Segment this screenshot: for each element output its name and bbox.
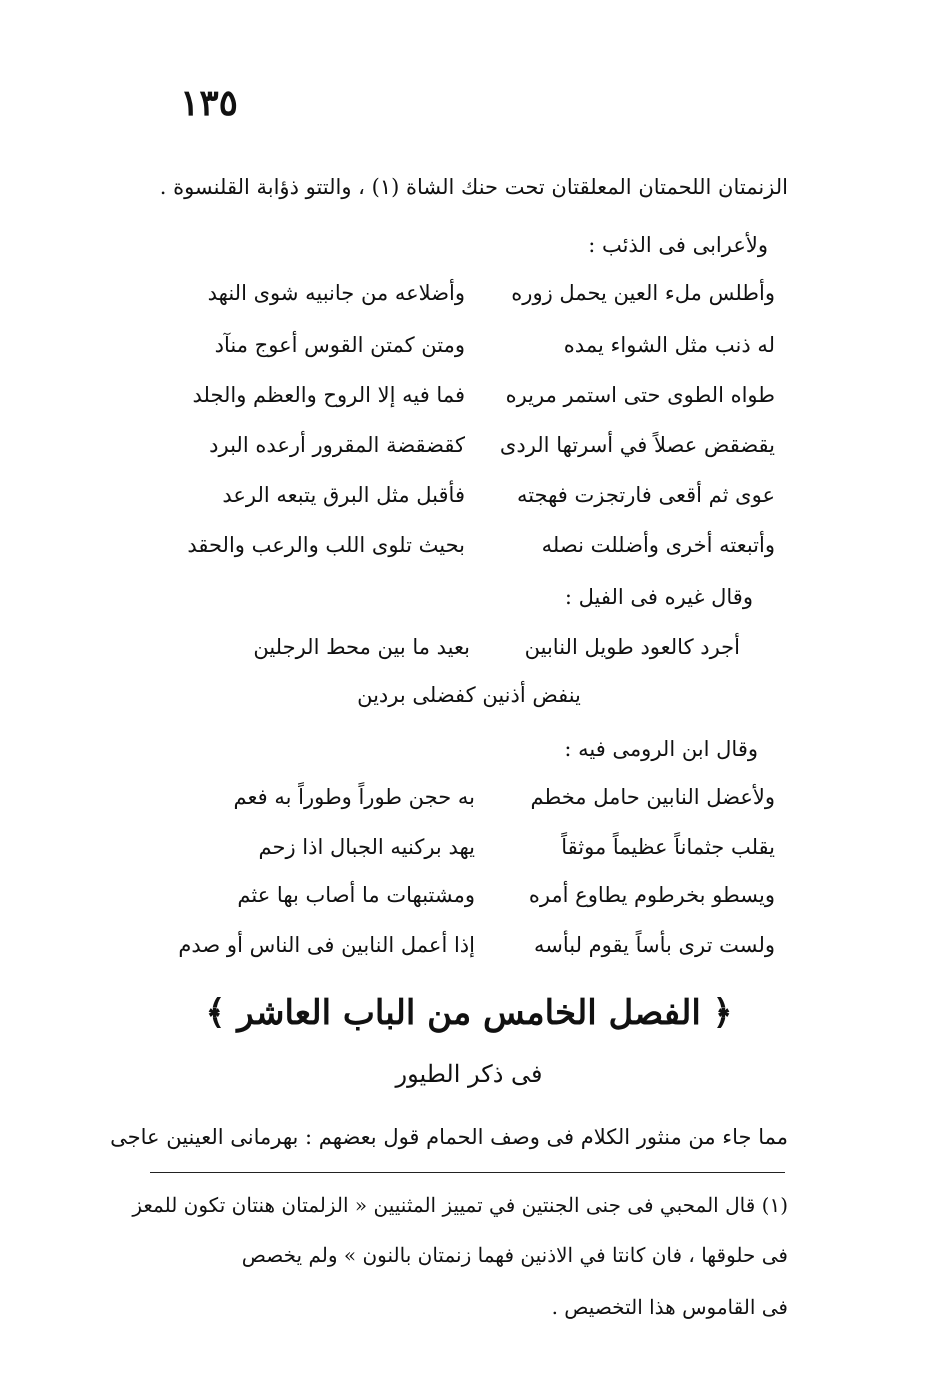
verse-first-hemistich: وأطلس ملء العين يحمل زوره — [511, 281, 775, 305]
poem3-verse — [195, 780, 775, 816]
poem1-verse — [175, 428, 775, 464]
verse-first-hemistich: عوى ثم أقعى فارتجزت فهجته — [516, 483, 775, 507]
section-subheading: فى ذكر الطيور — [395, 1060, 543, 1088]
verse-first-hemistich: يقضقض عصلاً في أسرتها الردى — [499, 433, 775, 457]
poem3-verse — [178, 928, 775, 964]
poem1-verse — [175, 478, 775, 514]
poem1-heading: ولأعرابى فى الذئب : — [588, 233, 768, 257]
verse-second-hemistich: إذا أعمل النابين فى الناس أو صدم — [178, 933, 475, 957]
verse-second-hemistich: وأضلاعه من جانبيه شوى النهد — [207, 281, 465, 305]
verse-first-hemistich: طواه الطوى حتى استمر مريره — [505, 383, 775, 407]
verse-second-hemistich: ومشتبهات ما أصاب بها عثم — [237, 883, 475, 907]
intro-line: الزنمتان اللحمتان المعلقتان تحت حنك الشاة (١) ، والتتو ذؤابة القلنسوة . — [159, 175, 788, 199]
page-number: ١٣٥ — [180, 82, 239, 124]
verse-second-hemistich: كقضقضة المقرور أرعده البرد — [209, 433, 465, 457]
poem3-verse — [195, 830, 775, 866]
footnote-line-3: فى القاموس هذا التخصيص . — [551, 1295, 788, 1319]
poem1-verse — [175, 276, 775, 312]
verse-second-hemistich: يهد بركنيه الجبال اذا زحم — [258, 835, 475, 859]
verse-first-hemistich: يقلب جثماناً عظيماً موثقاً — [561, 835, 775, 859]
verse-first-hemistich: أجرد كالعود طويل النابين — [524, 635, 740, 659]
verse-second-hemistich: بحيث تلوى اللب والرعب والحقد — [187, 533, 465, 557]
poem1-verse — [175, 528, 775, 564]
poem2-heading: وقال غيره فى الفيل : — [564, 585, 753, 609]
poem2-last-line: ينفض أذنين كفضلى بردين — [357, 683, 581, 707]
verse-second-hemistich: فما فيه إلا الروح والعظم والجلد — [192, 383, 465, 407]
verse-second-hemistich: فأقبل مثل البرق يتبعه الرعد — [222, 483, 465, 507]
verse-second-hemistich: ومتن كمتن القوس أعوج منآد — [214, 333, 465, 357]
closing-line: مما جاء من منثور الكلام فى وصف الحمام قول بعضهم : بهرمانى العينين عاجى — [110, 1125, 788, 1149]
poem1-verse — [175, 378, 775, 414]
footnote-line-1: (١) قال المحبي فى جنى الجنتين في تمييز المثنيين « الزلمتان هنتان تكون للمعز — [132, 1193, 788, 1217]
poem3-verse — [195, 878, 775, 914]
verse-second-hemistich: بعيد ما بين محط الرجلين — [253, 635, 470, 659]
verse-second-hemistich: به حجن طوراً وطوراً به فعم — [233, 785, 475, 809]
footnote-line-2: فى حلوقها ، فان كانتا في الاذنين فهما زنمتان بالنون » ولم يخصص — [241, 1243, 788, 1267]
chapter-heading: ﴿ الفصل الخامس من الباب العاشر ﴾ — [205, 993, 733, 1033]
footnote-divider — [150, 1172, 785, 1173]
poem2-verse — [220, 630, 740, 666]
verse-first-hemistich: ويسطو بخرطوم يطاوع أمره — [528, 883, 775, 907]
verse-first-hemistich: له ذنب مثل الشواء يمده — [563, 333, 775, 357]
verse-first-hemistich: وأتبعته أخرى وأضللت نصله — [541, 533, 775, 557]
verse-first-hemistich: ولأعضل النابين حامل مخطم — [530, 785, 775, 809]
verse-first-hemistich: ولست ترى بأساً يقوم لبأسه — [533, 933, 775, 957]
poem3-heading: وقال ابن الرومى فيه : — [564, 737, 758, 761]
poem1-verse — [175, 328, 775, 364]
